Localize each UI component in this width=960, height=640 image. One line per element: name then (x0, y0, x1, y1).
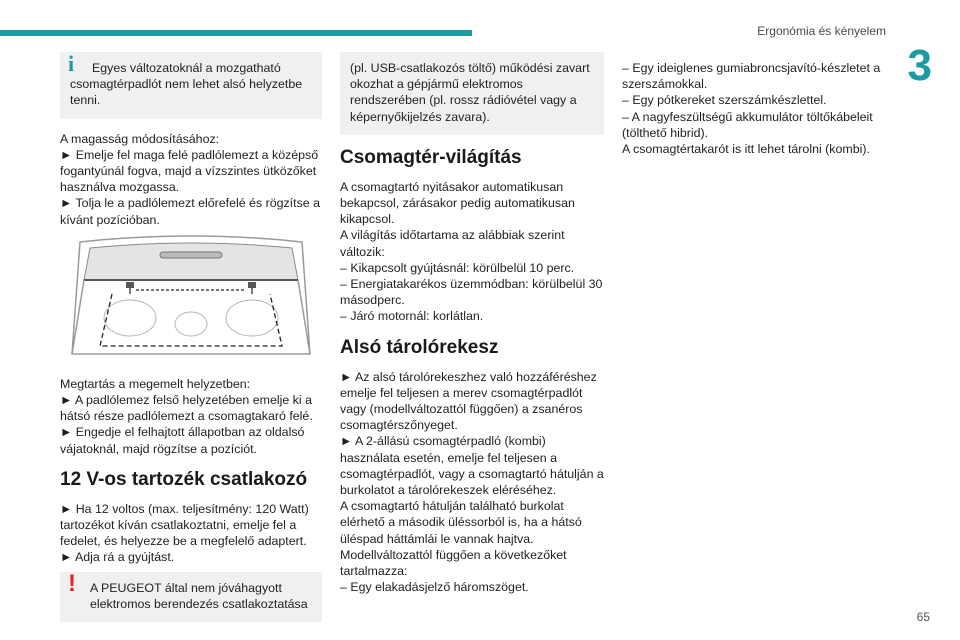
paragraph: – A nagyfeszültségű akkumulátor töltőkábeleit (tölthető hibrid). (622, 109, 873, 140)
heading-lower-storage: Alsó tárolórekesz (340, 336, 499, 358)
paragraph: ► Engedje el felhajtott állapotban az oldalsó vájatoknál, majd rögzítse a pozíciót. (60, 425, 305, 456)
paragraph: Modellváltozattól függően a következőket tartalmazza: (340, 547, 567, 579)
paragraph: A magasság módosításához: (60, 131, 220, 146)
storage-section (340, 369, 604, 596)
paragraph: A csomagtartó nyitásakor automatikusan bekapcsol, zárásakor pedig automatikusan kikapcsol. (340, 179, 575, 227)
paragraph: ► A padlólemez felső helyzetében emelje ki a hátsó része padlólemezt a csomagtakaró felé. (60, 393, 313, 424)
warning-continued-text: (pl. USB-csatlakozós töltő) működési zavart okozhat a gépjármű elektromos rendszerében (pl. rossz rádióvétel vagy a képernyőkijelzés zavara). (350, 61, 590, 124)
column-2 (340, 52, 604, 601)
paragraph: ► Az alsó tárolórekeszhez való hozzáféréshez emelje fel teljesen a merev csomagtérpadlót vagy (modellváltozattól függően) a zsanéros csomagtérszőnyeget. (340, 369, 597, 433)
warning-box-text: A PEUGEOT által nem jóváhagyott elektromos berendezés csatlakoztatása (90, 580, 308, 611)
paragraph: ► Ha 12 voltos (max. teljesítmény: 120 Watt) tartozékot kíván csatlakoztatni, emelje fel a fedelet, és helyezze be a megfelelő adaptert. (60, 501, 309, 549)
paragraph: – Kikapcsolt gyújtásnál: körülbelül 10 perc. (340, 260, 575, 275)
header-accent-bar (0, 30, 472, 36)
heading-boot-lighting: Csomagtér-világítás (340, 146, 522, 168)
paragraph: ► Adja rá a gyújtást. (60, 550, 175, 565)
info-icon: i (68, 51, 75, 76)
paragraph: A csomagtartó hátulján található burkolat elérhető a második üléssorból is, ha a hátsó üléspad háttámlái le vannak hajtva. (340, 499, 582, 546)
paragraph: – Energiatakarékos üzemmódban: körülbelül 30 másodperc. (340, 277, 603, 308)
paragraph: – Egy pótkereket szerszámkészlettel. (622, 93, 827, 108)
height-adjust-section (60, 131, 322, 228)
heading-12v-socket: 12 V-os tartozék csatlakozó (60, 468, 308, 490)
warning-box-continued (340, 52, 604, 135)
paragraph: A világítás időtartama az alábbiak szerint változik: (340, 228, 565, 259)
page-number: 65 (916, 610, 930, 624)
paragraph: – Egy elakadásjelző háromszöget. (340, 580, 529, 595)
info-box-text: Egyes változatoknál a mozgatható csomagtérpadlót nem lehet alsó helyzetbe tenni. (70, 61, 303, 108)
paragraph: ► A 2-állású csomagtérpadló (kombi) használata esetén, emelje fel teljesen a csomagtérpadlót, vagy a csomagtartó hátulján a burkolatot a tárolórekeszek eléréséhez. (340, 434, 604, 498)
column-1 (60, 52, 322, 634)
warning-box (60, 569, 322, 622)
paragraph: ► Emelje fel maga felé padlólemezt a középső fogantyúnál fogva, majd a vízszintes ütközőket használva mozgassa. (60, 147, 319, 195)
warning-icon: ! (68, 569, 76, 597)
paragraph: ► Tolja le a padlólemezt előrefelé és rögzítse a kívánt pozícióban. (60, 196, 320, 227)
paragraph: Megtartás a megemelt helyzetben: (60, 376, 251, 391)
chapter-number: 3 (907, 41, 932, 90)
paragraph: – Járó motornál: korlátlan. (340, 309, 484, 324)
column-3 (622, 60, 882, 157)
boot-floor-illustration (60, 234, 322, 362)
paragraph: – Egy ideiglenes gumiabroncsjavító-készletet a szerszámokkal. (622, 61, 881, 92)
info-box (60, 52, 322, 119)
hold-position-section (60, 376, 322, 457)
paragraph: A csomagtértakarót is itt lehet tárolni (kombi). (622, 142, 870, 157)
lighting-section (340, 179, 604, 325)
section-title: Ergonómia és kényelem (757, 24, 886, 38)
socket-section (60, 501, 322, 566)
